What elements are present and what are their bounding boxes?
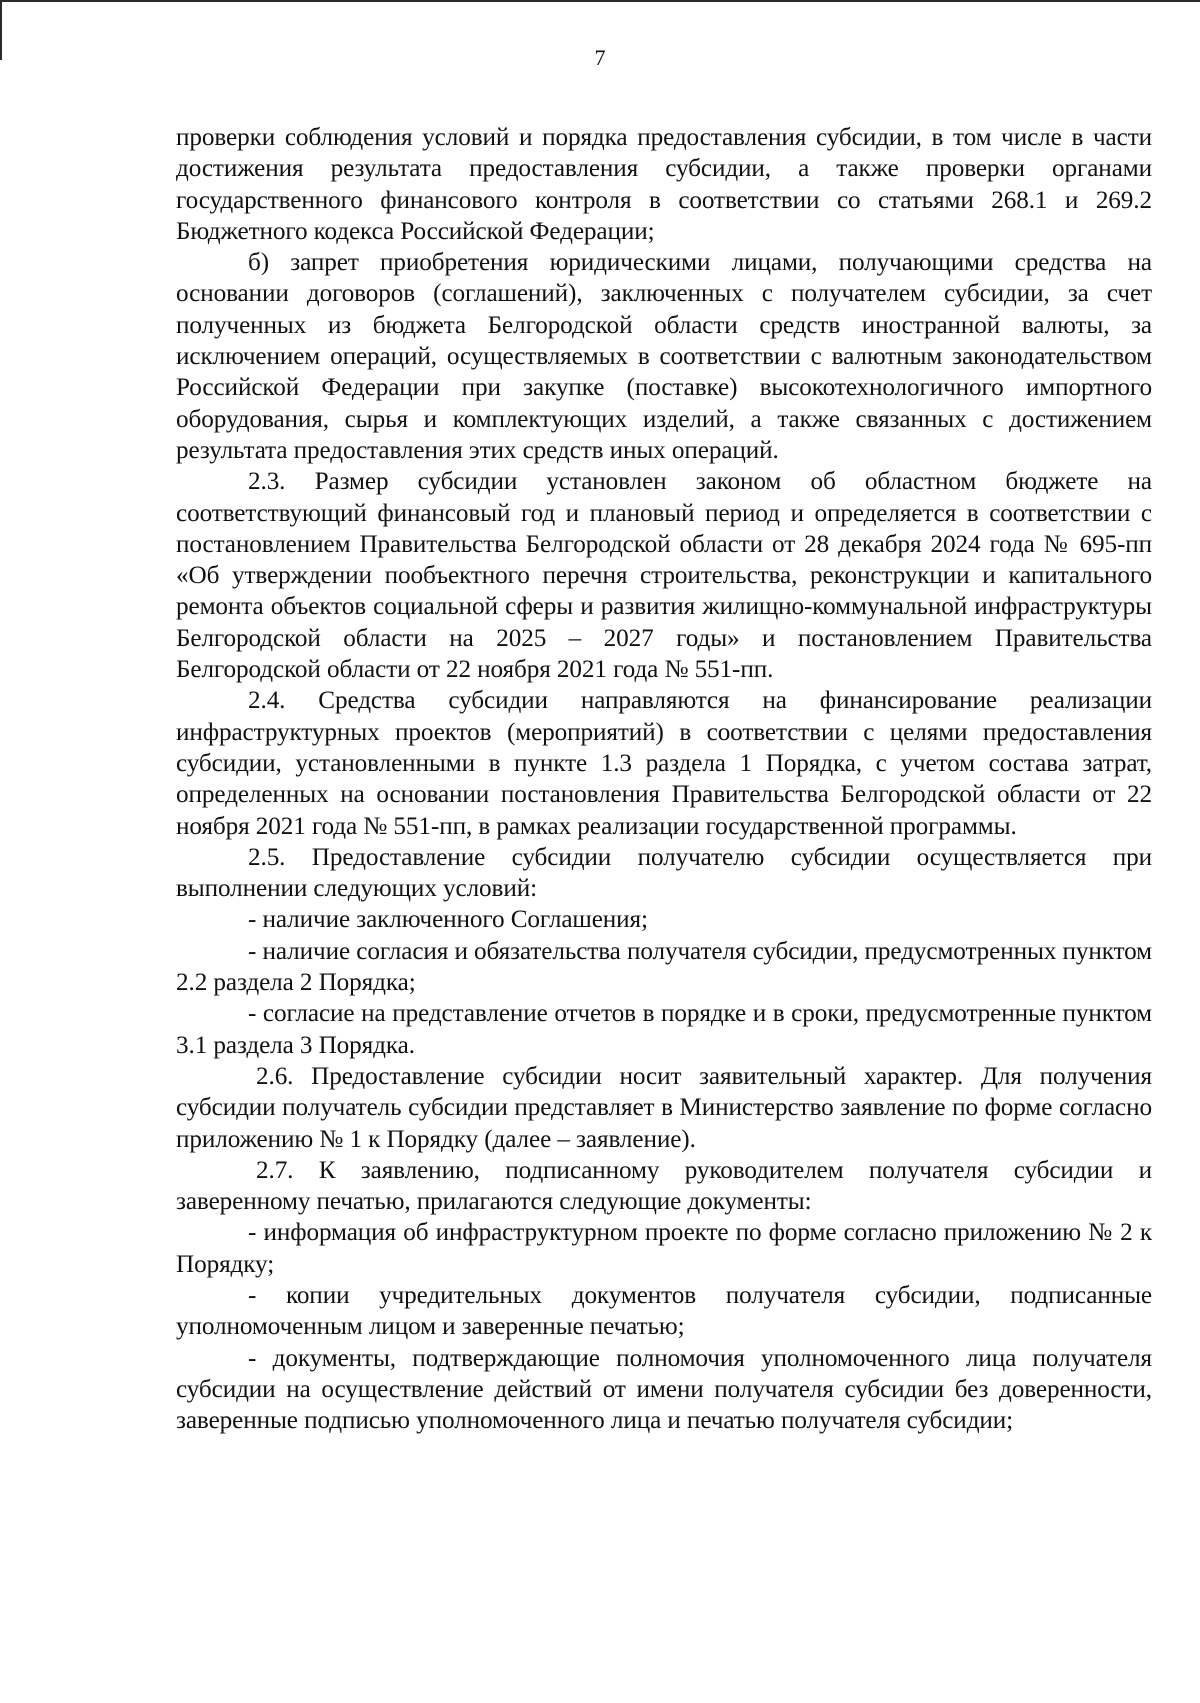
list-item-reports-consent: - согласие на представление отчетов в порядке и в сроки, предусмотренные пунктом 3.1 раздела 3 Порядка.	[176, 1000, 1152, 1059]
paragraph-2-4-subsidy-funds: 2.4. Средства субсидии направляются на финансирование реализации инфраструктурных проектов (мероприятий) в соответствии с целями предоставления субсидии, установленными в пункте 1.3 раздела 1 Порядка, с учетом состава затрат, определенных на основании постановления Правительства Белгородской области от 22 ноября 2021 года № 551-пп, в рамках реализации государственной программы.	[176, 687, 1152, 840]
paragraph-b-currency-ban: б) запрет приобретения юридическими лицами, получающими средства на основании договоров (соглашений), заключенных с получателем субсидии, за счет полученных из бюджета Белгородской области средств иностранной валюты, за исключением операций, осуществляемых в соответствии с валютным законодательством Российской Федерации при закупке (поставке) высокотехнологичного импортного оборудования, сырья и комплектующих изделий, а также связанных с достижением результата предоставления этих средств иных операций.	[176, 249, 1152, 464]
document-body	[176, 122, 1152, 1436]
list-item-authority-documents: - документы, подтверждающие полномочия уполномоченного лица получателя субсидии на осуществление действий от имени получателя субсидии без доверенности, заверенные подписью уполномоченного лица и печатью получателя субсидии;	[176, 1344, 1152, 1435]
list-item-project-info: - информация об инфраструктурном проекте по форме согласно приложению № 2 к Порядку;	[176, 1219, 1152, 1278]
list-item-agreement: - наличие заключенного Соглашения;	[248, 906, 648, 934]
paragraph-2-6-application: 2.6. Предоставление субсидии носит заявительный характер. Для получения субсидии получатель субсидии представляет в Министерство заявление по форме согласно приложению № 1 к Порядку (далее – заявление).	[176, 1062, 1152, 1153]
paragraph-2-5-conditions: 2.5. Предоставление субсидии получателю субсидии осуществляется при выполнении следующих условий:	[176, 843, 1152, 903]
list-item-founding-documents: - копии учредительных документов получателя субсидии, подписанные уполномоченным лицом и заверенные печатью;	[176, 1281, 1152, 1341]
paragraph-inspection-continuation: проверки соблюдения условий и порядка предоставления субсидии, в том числе в части достижения результата предоставления субсидии, а также проверки органами государственного финансового контроля в соответствии со статьями 268.1 и 269.2 Бюджетного кодекса Российской Федерации;	[176, 124, 1152, 245]
list-item-consent-obligation: - наличие согласия и обязательства получателя субсидии, предусмотренных пунктом 2.2 раздела 2 Порядка;	[176, 937, 1152, 997]
paragraph-2-7-attachments: 2.7. К заявлению, подписанному руководителем получателя субсидии и заверенному печатью, прилагаются следующие документы:	[176, 1156, 1152, 1216]
page-number: 7	[594, 45, 606, 70]
paragraph-2-3-subsidy-size: 2.3. Размер субсидии установлен законом об областном бюджете на соответствующий финансовый год и плановый период и определяется в соответствии с постановлением Правительства Белгородской области от 28 декабря 2024 года № 695-пп «Об утверждении пообъектного перечня строительства, реконструкции и капитального ремонта объектов социальной сферы и развития жилищно-коммунальной инфраструктуры Белгородской области на 2025 – 2027 годы» и постановлением Правительства Белгородской области от 22 ноября 2021 года № 551-пп.	[176, 468, 1152, 684]
scan-edge-top	[0, 0, 1200, 2]
